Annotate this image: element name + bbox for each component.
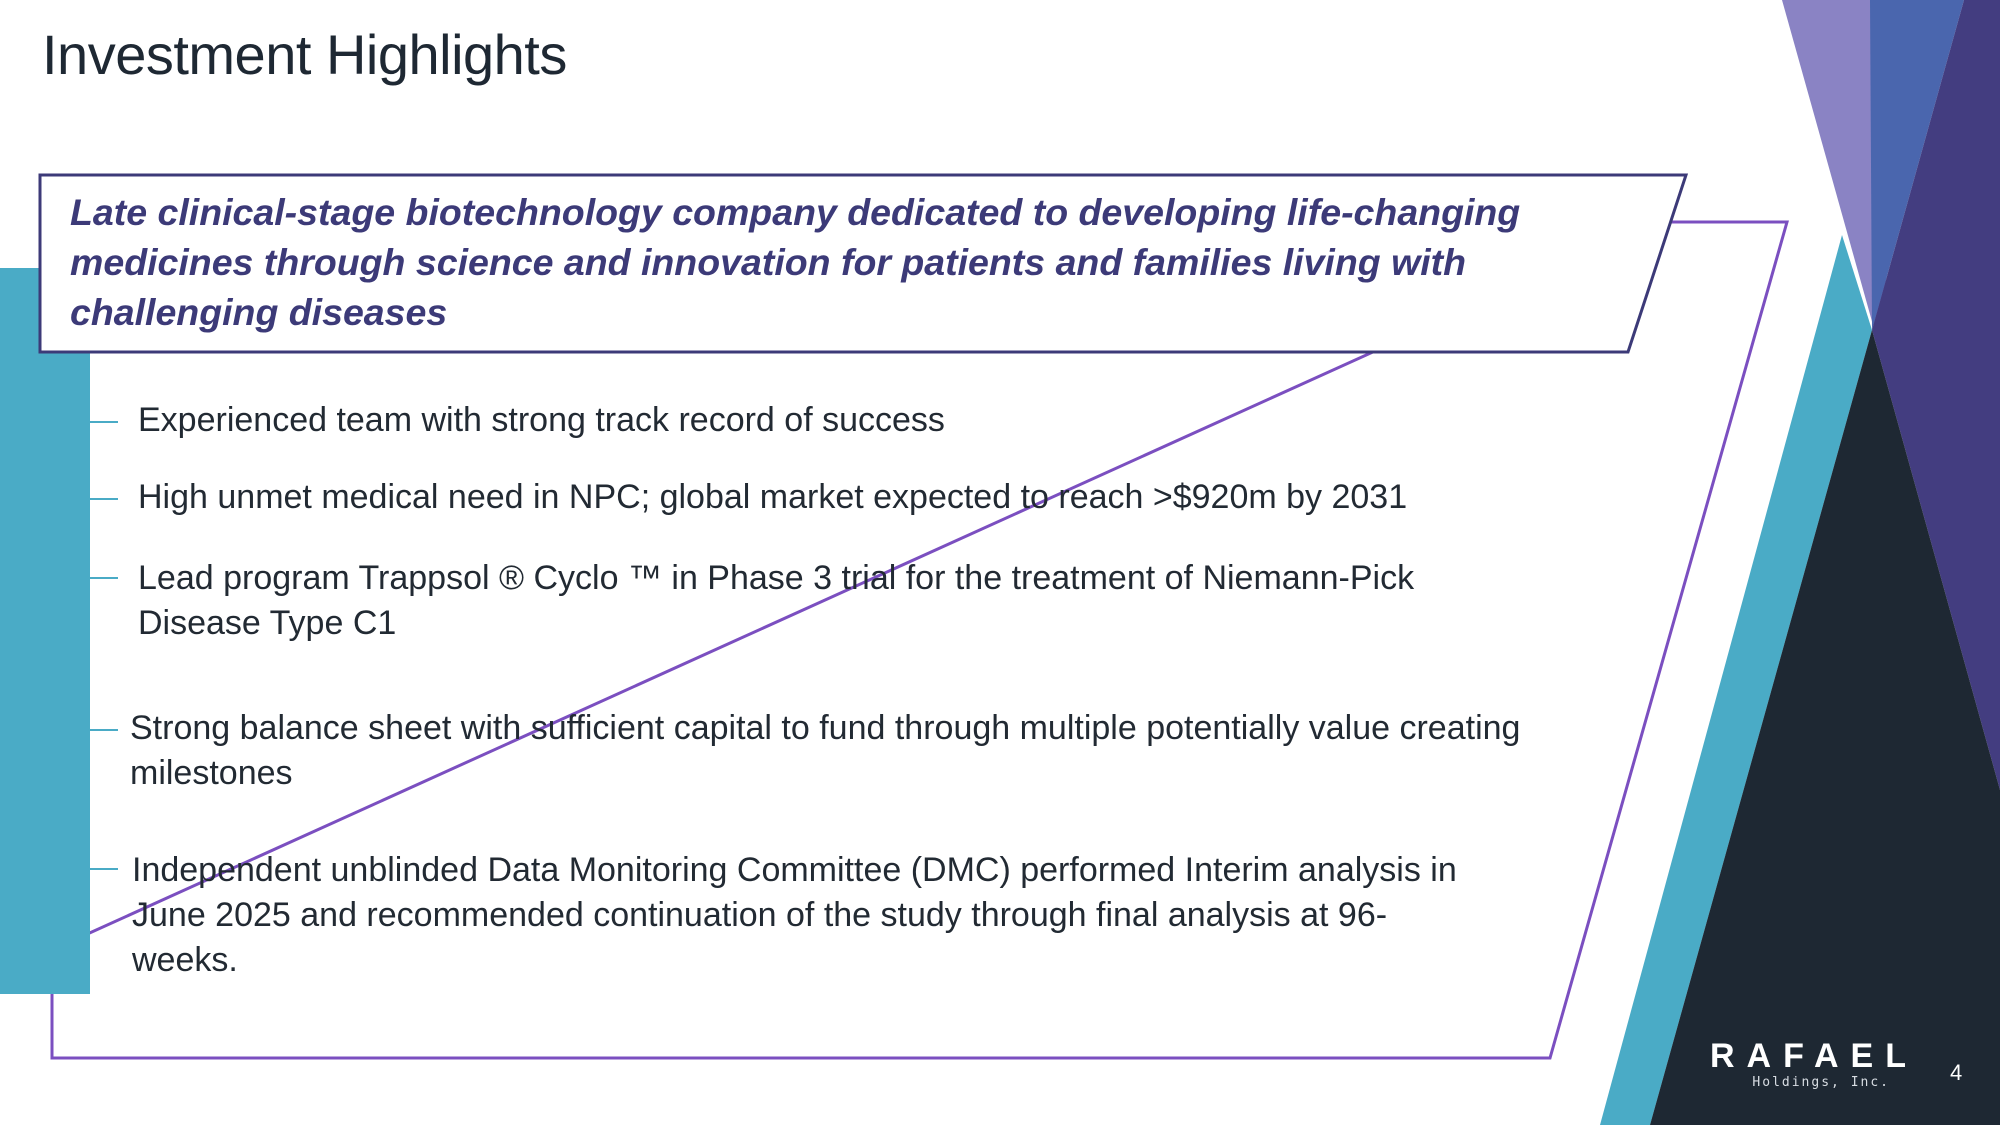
tagline: Late clinical-stage biotechnology company dedicated to developing life-changing medicines through science and innovation for patients and families living with challenging diseases [70, 191, 1521, 333]
bullet-item: Lead program Trappsol ® Cyclo ™ in Phase 3 trial for the treatment of Niemann-Pick Disease Type C1 [138, 559, 1415, 642]
page-number: 4 [1950, 1060, 1963, 1085]
bullet-item: Strong balance sheet with sufficient capital to fund through multiple potentially value creating milestones [130, 709, 1521, 792]
logo-name: RAFAEL [1710, 1037, 1918, 1075]
company-logo [1710, 1037, 1918, 1092]
bullet-item: Experienced team with strong track record of success [138, 401, 945, 439]
bullet-dash [30, 868, 118, 870]
bullet-dash [30, 421, 118, 423]
bullet-dash [30, 498, 118, 500]
bullet-dash [30, 729, 118, 731]
logo-subtitle: Holdings, Inc. [1752, 1075, 1890, 1090]
page-title: Investment Highlights [42, 23, 567, 86]
bullet-item: Independent unblinded Data Monitoring Committee (DMC) performed Interim analysis in June 2025 and recommended continuation of the study through final analysis at 96-weeks. [132, 851, 1457, 979]
bullet-dash [30, 577, 118, 579]
bullet-item: High unmet medical need in NPC; global market expected to reach >$920m by 2031 [138, 478, 1408, 516]
